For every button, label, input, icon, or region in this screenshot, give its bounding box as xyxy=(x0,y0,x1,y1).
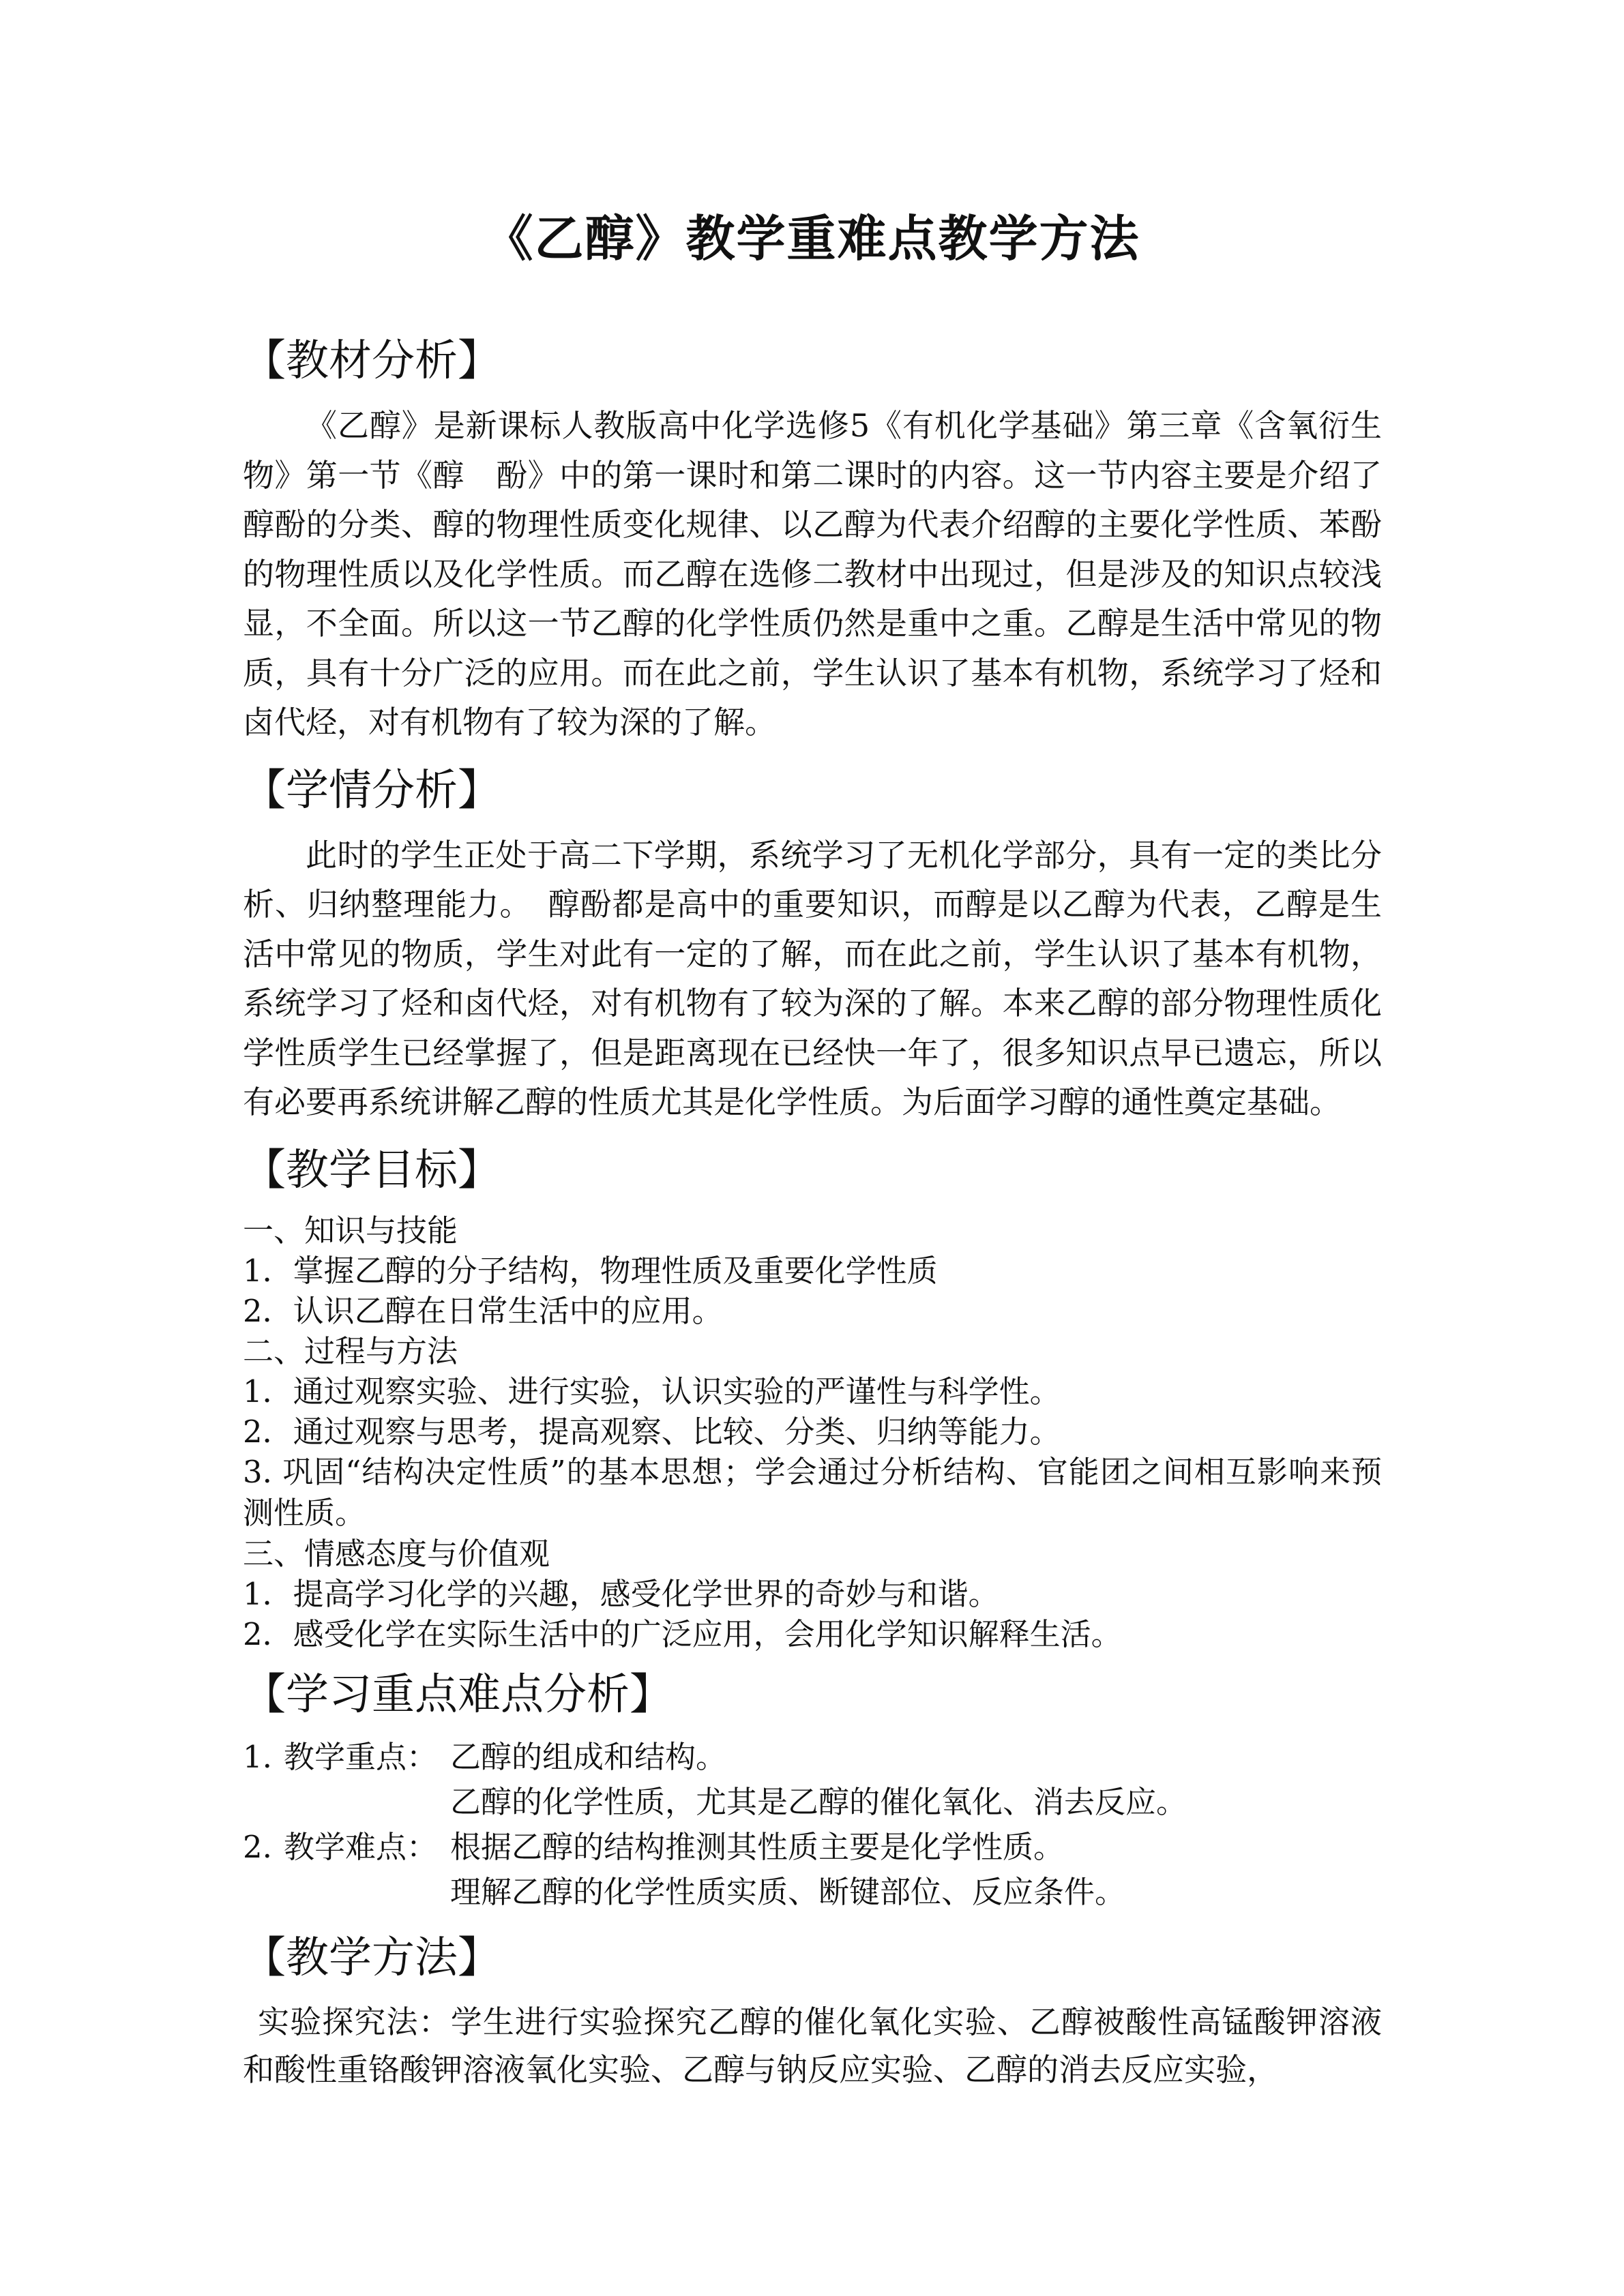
key-point-text: 乙醇的组成和结构。 xyxy=(450,1738,727,1775)
key-point-number xyxy=(243,1870,284,1915)
key-point-number: 1. xyxy=(243,1738,272,1775)
student-analysis-paragraph: 此时的学生正处于高二下学期，系统学习了无机化学部分，具有一定的类比分析、归纳整理能力。 醇酚都是高中的重要知识，而醇是以乙醇为代表，乙醇是生活中常见的物质，学生对此有一定的了解，而在此之前，学生认识了基本有机物，系统学习了烃和卤代烃，对有机物有了较为深的了解。本来乙醇的部分物理性质化学性质学生已经掌握了，但是距离现在已经快一年了，很多知识点早已遗忘，所以有必要再系统讲解乙醇的性质尤其是化学性质。为后面学习醇的通性奠定基础。 xyxy=(243,836,1382,1120)
key-point-label: 教学难点： xyxy=(284,1828,438,1865)
key-point-number xyxy=(243,1780,284,1825)
objective-item: 2．通过观察与思考，提高观察、比较、分类、归纳等能力。 xyxy=(243,1413,1061,1450)
key-point-number: 2. xyxy=(243,1828,272,1865)
objective-item: 2．认识乙醇在日常生活中的应用。 xyxy=(243,1292,723,1329)
section-heading-textbook-analysis: 【教材分析】 xyxy=(243,336,501,385)
objective-item: 3. 巩固“结构决定性质”的基本思想；学会通过分析结构、官能团之间相互影响来预测性质。 xyxy=(243,1453,1382,1531)
key-point-row xyxy=(243,1870,1382,1915)
objective-group-title: 一、知识与技能 xyxy=(243,1212,458,1249)
key-point-text: 根据乙醇的结构推测其性质主要是化学性质。 xyxy=(450,1828,1065,1865)
key-point-label xyxy=(284,1780,450,1825)
section-heading-student-analysis: 【学情分析】 xyxy=(243,764,501,815)
objective-group-attitude xyxy=(243,1534,1382,1654)
objective-group-knowledge xyxy=(243,1210,1382,1331)
key-points-list xyxy=(243,1735,1382,1915)
section-heading-teaching-methods: 【教学方法】 xyxy=(243,1932,501,1982)
document-body xyxy=(243,330,1382,2093)
key-point-label: 教学重点： xyxy=(284,1738,438,1775)
key-point-row xyxy=(243,1780,1382,1825)
objective-group-title: 三、情感态度与价值观 xyxy=(243,1535,550,1572)
section-heading-teaching-objectives: 【教学目标】 xyxy=(243,1144,501,1195)
objective-item: 1．掌握乙醇的分子结构，物理性质及重要化学性质 xyxy=(243,1252,938,1289)
objective-item: 1．提高学习化学的兴趣，感受化学世界的奇妙与和谐。 xyxy=(243,1575,999,1612)
key-point-text: 理解乙醇的化学性质实质、断键部位、反应条件。 xyxy=(450,1873,1126,1910)
objective-group-title: 二、过程与方法 xyxy=(243,1332,458,1369)
section-heading-key-difficult-points: 【学习重点难点分析】 xyxy=(243,1669,673,1719)
objective-item: 1．通过观察实验、进行实验，认识实验的严谨性与科学性。 xyxy=(243,1373,1061,1410)
objective-group-process xyxy=(243,1331,1382,1534)
teaching-methods-paragraph: 实验探究法：学生进行实验探究乙醇的催化氧化实验、乙醇被酸性高锰酸钾溶液和酸性重铬酸钾溶液氧化实验、乙醇与钠反应实验、乙醇的消去反应实验， xyxy=(243,2003,1382,2088)
key-point-row xyxy=(243,1825,1382,1870)
objective-item: 2．感受化学在实际生活中的广泛应用，会用化学知识解释生活。 xyxy=(243,1615,1122,1652)
key-point-row xyxy=(243,1735,1382,1780)
textbook-analysis-paragraph: 《乙醇》是新课标人教版高中化学选修5《有机化学基础》第三章《含氧衍生物》第一节《醇 酚》中的第一课时和第二课时的内容。这一节内容主要是介绍了醇酚的分类、醇的物理性质变化规律、以乙醇为代表介绍醇的主要化学性质、苯酚的物理性质以及化学性质。而乙醇在选修二教材中出现过，但是涉及的知识点较浅显，不全面。所以这一节乙醇的化学性质仍然是重中之重。乙醇是生活中常见的物质，具有十分广泛的应用。而在此之前，学生认识了基本有机物，系统学习了烃和卤代烃，对有机物有了较为深的了解。 xyxy=(243,407,1382,741)
key-point-label xyxy=(284,1870,450,1915)
key-point-text: 乙醇的化学性质，尤其是乙醇的催化氧化、消去反应。 xyxy=(450,1783,1187,1820)
document-title: 《乙醇》教学重难点教学方法 xyxy=(484,209,1140,267)
